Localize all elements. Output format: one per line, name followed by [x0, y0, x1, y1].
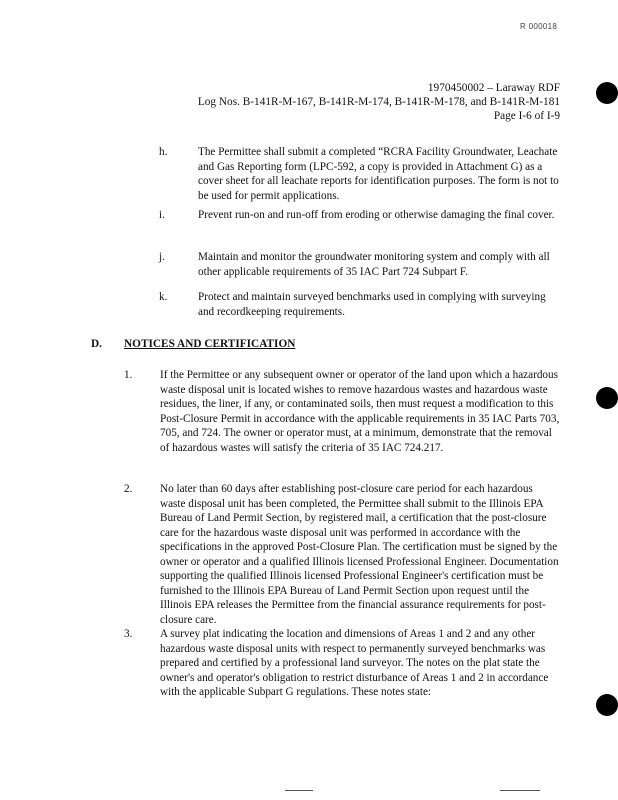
item-label-k: k. — [159, 291, 168, 303]
item-text-k: Protect and maintain surveyed benchmarks used in complying with surveying and recordkeeping requirements. — [198, 291, 546, 318]
item-text-h: The Permittee shall submit a completed “RCRA Facility Groundwater, Leachate and Gas Reporting form (LPC-592, a copy is provided in Attachment G) as a cover sheet for all leachate reports for identification purposes. The form is not to be used for permit applications. — [198, 146, 559, 202]
footer-mark-right — [500, 790, 540, 791]
item-label-j: j. — [159, 251, 165, 263]
paragraph-number-3: 3. — [124, 628, 133, 640]
punch-hole-middle — [596, 387, 618, 409]
header-log-numbers: Log Nos. B-141R-M-167, B-141R-M-174, B-141R-M-178, and B-141R-M-181 — [197, 96, 560, 108]
item-text-j: Maintain and monitor the groundwater monitoring system and comply with all other applicable requirements of 35 IAC Part 724 Subpart F. — [198, 251, 550, 278]
item-text-i: Prevent run-on and run-off from eroding or otherwise damaging the final cover. — [198, 209, 555, 221]
section-title: NOTICES AND CERTIFICATION — [124, 338, 296, 350]
punch-hole-top — [596, 82, 618, 104]
punch-hole-bottom — [596, 694, 618, 716]
paragraph-text-3: A survey plat indicating the location and dimensions of Areas 1 and 2 and any other hazardous waste disposal units with respect to permanently surveyed benchmarks was prepared and certified by a professional land surveyor. The notes on the plat state the owner's and operator's obligation to restrict disturbance of Areas 1 and 2 in accordance with the applicable Subpart G regulations. These notes state: — [160, 628, 549, 698]
item-label-i: i. — [159, 209, 165, 221]
item-label-h: h. — [159, 146, 168, 158]
section-letter: D. — [91, 338, 102, 350]
paragraph-number-1: 1. — [124, 369, 133, 381]
document-id: R 000018 — [520, 22, 558, 31]
paragraph-text-2: No later than 60 days after establishing post-closure care period for each hazardous waste disposal unit has been completed, the Permittee shall submit to the Illinois EPA Bureau of Land Permit Section, by registered mail, a certification that the post-closure care for the hazardous waste disposal unit was performed in accordance with the specifications in the approved Post-Closure Plan. The certification must be signed by the owner or operator and a qualified Illinois licensed Professional Engineer. Documentation supporting the qualified Illinois licensed Professional Engineer's certification must be furnished to the Illinois EPA Bureau of Land Permit Section upon request until the Illinois EPA releases the Permittee from the financial assurance requirements for post-closure care. — [160, 483, 559, 626]
paragraph-text-1: If the Permittee or any subsequent owner or operator of the land upon which a hazardous waste disposal unit is located wishes to remove hazardous wastes and hazardous waste residues, the liner, if any, or contaminated soils, then must request a modification to this Post-Closure Permit in accordance with the applicable requirements in 35 IAC Parts 703, 705, and 724. The owner or operator must, at a minimum, demonstrate that the removal of hazardous wastes will satisfy the criteria of 35 IAC 724.217. — [160, 369, 560, 454]
paragraph-number-2: 2. — [124, 483, 133, 495]
header-facility: 1970450002 – Laraway RDF — [427, 82, 560, 94]
header-page-number: Page I-6 of I-9 — [493, 110, 560, 122]
footer-mark-left — [285, 790, 313, 791]
